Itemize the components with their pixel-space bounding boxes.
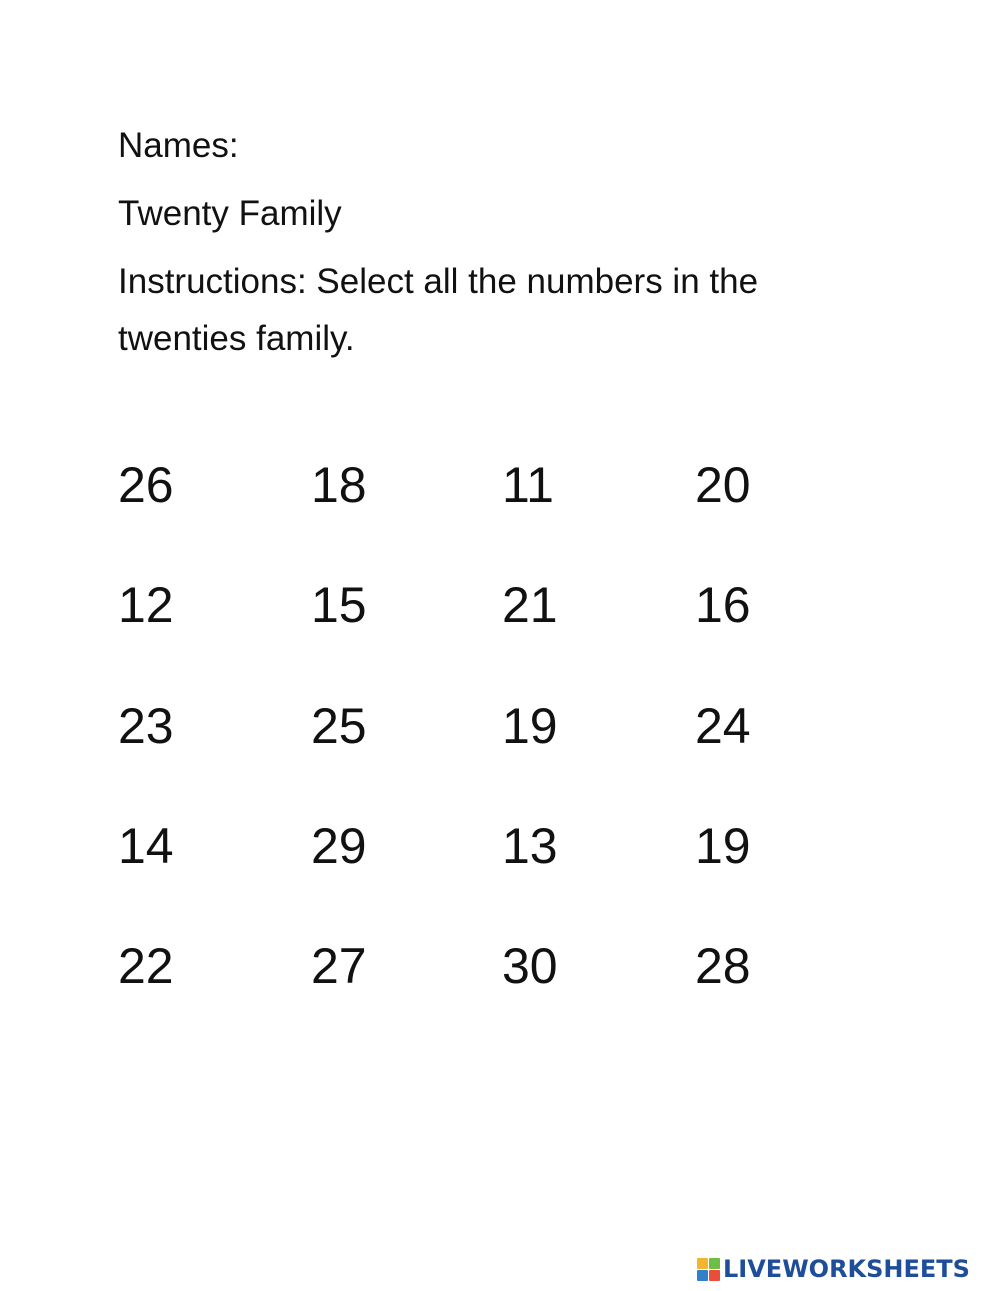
- number-option[interactable]: 21: [502, 577, 558, 633]
- number-grid: [118, 450, 918, 1050]
- number-option[interactable]: 28: [695, 938, 751, 994]
- number-option[interactable]: 29: [311, 818, 367, 874]
- instructions-line-2: twenties family.: [118, 319, 355, 358]
- number-option[interactable]: 19: [695, 818, 751, 874]
- number-option[interactable]: 14: [118, 818, 174, 874]
- number-option[interactable]: 18: [311, 457, 367, 513]
- number-option[interactable]: 24: [695, 698, 751, 754]
- number-option[interactable]: 12: [118, 577, 174, 633]
- mark-square: [697, 1258, 708, 1269]
- worksheet-title: Twenty Family: [118, 194, 342, 233]
- number-option[interactable]: 26: [118, 457, 174, 513]
- number-option[interactable]: 30: [502, 938, 558, 994]
- number-option[interactable]: 20: [695, 457, 751, 513]
- mark-square: [709, 1258, 720, 1269]
- instructions-line-1: Instructions: Select all the numbers in the: [118, 262, 759, 301]
- liveworksheets-mark-icon: [697, 1258, 720, 1281]
- number-option[interactable]: 27: [311, 938, 367, 994]
- number-option[interactable]: 19: [502, 698, 558, 754]
- mark-square: [697, 1270, 708, 1281]
- number-option[interactable]: 15: [311, 577, 367, 633]
- number-option[interactable]: 13: [502, 818, 558, 874]
- mark-square: [709, 1270, 720, 1281]
- liveworksheets-wordmark: LIVEWORKSHEETS: [723, 1255, 970, 1283]
- number-option[interactable]: 11: [502, 457, 554, 513]
- names-label: Names:: [118, 126, 239, 165]
- number-option[interactable]: 23: [118, 698, 174, 754]
- number-option[interactable]: 22: [118, 938, 174, 994]
- number-option[interactable]: 16: [695, 577, 751, 633]
- number-option[interactable]: 25: [311, 698, 367, 754]
- liveworksheets-logo: [697, 1252, 970, 1286]
